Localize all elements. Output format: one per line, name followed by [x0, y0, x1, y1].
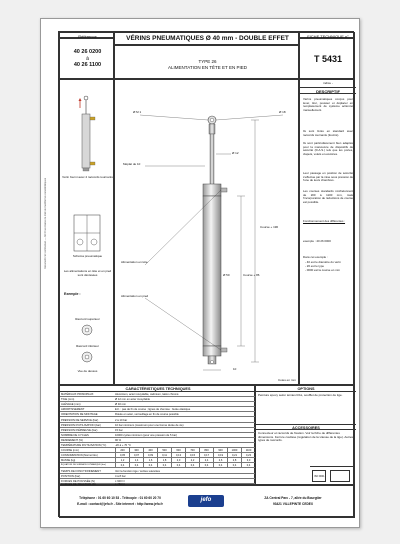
spec-row: NOMBRE DE CYCLES 10000 cycles minimum (pour une pression de 5 bar): [60, 433, 256, 438]
description-p3: Ils sont particulièrement bien adaptés pour la manœuvre de dispositifs de sécurité (D.A.S.) tels que les portes, clapets, volets et exutoires.: [303, 141, 353, 156]
description-panel: [299, 79, 355, 385]
footer-address-2: 93421 VILLEPINTE CEDEX: [272, 502, 314, 506]
spec-row: TIGE (mm) Ø 12 mm en acier inoxydable: [60, 397, 256, 402]
ref-code-start: 40 26 0200: [73, 49, 102, 55]
caption-view: Vérin fourni avec 2 raccords tournants: [62, 175, 113, 179]
dim-eye-bore: Ø M 1: [133, 110, 142, 114]
options-list-title: Dans cet exemple :: [303, 255, 328, 259]
description-p5: Les courses standards s'échelonnent de 200 à 1100 mm, mais l'incorporation de réductions de course est possible.: [303, 189, 353, 204]
spec-row: ALÉSAGE (mm) Ø 40 mm: [60, 402, 256, 407]
footer-email: E-mail : contact@jefo.fr - Site internet : http://www.jefo.fr: [77, 502, 163, 506]
spec-row: TEMPS DE FONCTIONNEMENT Voir la fonction tige / sorties suivantes: [60, 469, 256, 474]
page-title: VÉRINS PNEUMATIQUES Ø 40 mm - DOUBLE EFFET: [126, 35, 289, 42]
description-title: DESCRIPTIF: [316, 89, 340, 94]
options-list-1: - 40 est le diamètre du vérin: [305, 260, 341, 264]
ref-code-end: 40 26 1100: [73, 62, 102, 68]
description-p4: Leur passage en position de sécurité s'effectue par la mise sous pression de l'une de leurs chambres.: [303, 171, 353, 183]
sheet-label: FICHE TECHNIQUE n°: [307, 33, 349, 39]
specs-title: CARACTÉRISTIQUES TECHNIQUES: [125, 386, 191, 391]
dim-total-length: Course + 196: [260, 225, 279, 229]
dim-eye-width: Ø 18: [279, 110, 286, 114]
description-title-bar: [300, 87, 356, 94]
label-flat: Méplat de 10: [123, 162, 141, 166]
cylinder-thumbnail-icon: [79, 96, 96, 171]
fonctionnement-title: Fonctionnement des différentes :: [303, 219, 346, 223]
options-title: OPTIONS: [297, 386, 315, 391]
title-cell: [114, 32, 299, 45]
fitting-top-icon: [82, 325, 92, 335]
sheet-frame: [58, 31, 354, 517]
dim-body-diameter: Ø 50: [223, 273, 230, 277]
spec-row: PRESSION DE SERVICE (bar) 2 à 10 bar: [60, 418, 256, 423]
dim-rod: Ø 12: [232, 151, 239, 155]
label-feed-top: Alimentation en tête: [121, 260, 148, 264]
accessories-text: Connecteur et raccords de fixation. Voir la fiche de différentes dimensions. Ferrure coulisse (régulation de la vitesse de la tige). Autres types de raccords.: [258, 431, 354, 443]
options-panel: [255, 385, 355, 485]
spec-row: TEMPÉRATURE D'UTILISATION (°C) -20 à + 70 °C: [60, 443, 256, 448]
technical-drawing: [114, 79, 299, 385]
spec-row: RENDEMENT (%) 90 %: [60, 438, 256, 443]
caption-top-view: Vue de dessus: [77, 369, 98, 373]
spec-row: PRESSION D'UTILISATION (bar) 10 bar minimum (maximum pour une bonne durée de vie): [60, 423, 256, 428]
consumption-row: CONSOMMATION (Normo litre) 0,05 0,07 0,09 0,11 0,13 0,15 0,17 0,19 0,21 0,23: [60, 453, 256, 458]
raccord-sup-label: Raccord supérieur: [75, 317, 100, 321]
ref-code-sep: à: [86, 56, 89, 62]
accessories-title-bar: [256, 424, 356, 430]
side-legal-text: Document non contractuel — JEFO se réserve le droit de modifier les caractéristiques: [44, 177, 47, 269]
certification-label: ISO 9001: [314, 475, 325, 478]
accessories-title: ACCESSOIRES: [292, 425, 320, 430]
dim-foot: 10: [233, 367, 237, 371]
document-page: [40, 18, 360, 528]
certification-block: [310, 466, 354, 484]
example-title: Exemple :: [64, 292, 81, 296]
ref-codes-cell: [59, 38, 114, 79]
mass-row: MASSE (kg) 1,2 1,4 1,6 1,8 2,0 2,2 2,4 2,6 2,8 3,0: [60, 458, 256, 463]
dynamic-surface-row: ÉQUATION DE SURFACE DYNAMIQUE (bar) 0,4 0,4 0,4 0,4 0,4 0,4 0,4 0,4 0,4 0,4: [60, 463, 256, 468]
sheet-number: T 5431: [313, 54, 343, 64]
spec-row: POSITION (bar) 4 à 8 bar: [60, 474, 256, 479]
example-code: exemple : 40 26 0000: [303, 239, 331, 243]
type-line-2: ALIMENTATION EN TÊTE ET EN PIED: [168, 65, 247, 70]
type-cell: [114, 45, 299, 79]
options-text: Peinture époxy selon teintes RAL, soufflet de protection de tige.: [258, 393, 343, 397]
ref-label: Référence: [78, 33, 97, 39]
footer-address-1: ZA Central Parc - 7, allée du Bourgtier: [264, 496, 322, 500]
specs-rows: [60, 392, 256, 486]
label-feed-bottom: Alimentation en pied: [121, 294, 149, 298]
left-panel-illustrations: [60, 80, 115, 386]
caption-schema: Schéma pneumatique: [72, 254, 103, 258]
type-line-1: TYPE 26: [198, 59, 217, 64]
caption-note: Les alimentations en tête et en pied sont dévissées: [63, 269, 112, 277]
footer-phone: Téléphone : 01 60 60 10 53 - Télécopie : 01 60 60 20 70: [79, 496, 161, 500]
spec-row: FORCES DE POUSSÉE (N) ≥ 900 N: [60, 479, 256, 484]
fitting-bottom-icon: [82, 352, 92, 362]
spec-row: ORIENTATION DE MONTAGE Rotule en acier, verrouillage en fin de course possible: [60, 412, 256, 417]
company-logo: jefo: [188, 495, 224, 507]
cylinder-drawing: [115, 80, 300, 386]
options-list-3: - 0000 est la course en mm: [305, 268, 341, 272]
course-row: COURSE (mm) 200 300 400 500 600 700 800 900 1000 1100: [60, 448, 256, 453]
spec-row: FORCES DE TRACTION (N) ≥ 750 N: [61, 482, 125, 486]
certification-logo-icon: [330, 470, 350, 482]
specs-table: [59, 385, 255, 485]
left-panel: [59, 79, 114, 385]
description-p2: Ils sont livrés en standard avec raccords tournants (fournis).: [303, 129, 353, 137]
spec-row: PRESSION D'ÉPREUVE (bar) 15 bar: [60, 428, 256, 433]
description-p1: Vérins pneumatiques conçus pour lever, tirer, pousser et déplacer en remplacement de système actionné manuellement.: [303, 97, 353, 112]
options-title-bar: [256, 386, 356, 392]
spec-row: MATÉRIAUX PRINCIPAUX Aluminium, acier inoxydable, cadmium, laiton chromé: [60, 392, 256, 397]
sheet-number-cell: [299, 38, 355, 79]
indice-label: indice -: [323, 81, 333, 85]
dim-body-length: Course + 86: [243, 273, 260, 277]
spec-row: AMORTISSEMENT E.F. : pas de fin de course ; lignes de chemise : butée élastique: [60, 407, 256, 412]
raccord-inf-label: Raccord inférieur: [76, 344, 99, 348]
options-list-2: - 26 est le type: [305, 264, 324, 268]
pneumatic-schema-icon: [74, 215, 100, 251]
dims-unit-note: Cotes en mm: [278, 378, 296, 382]
